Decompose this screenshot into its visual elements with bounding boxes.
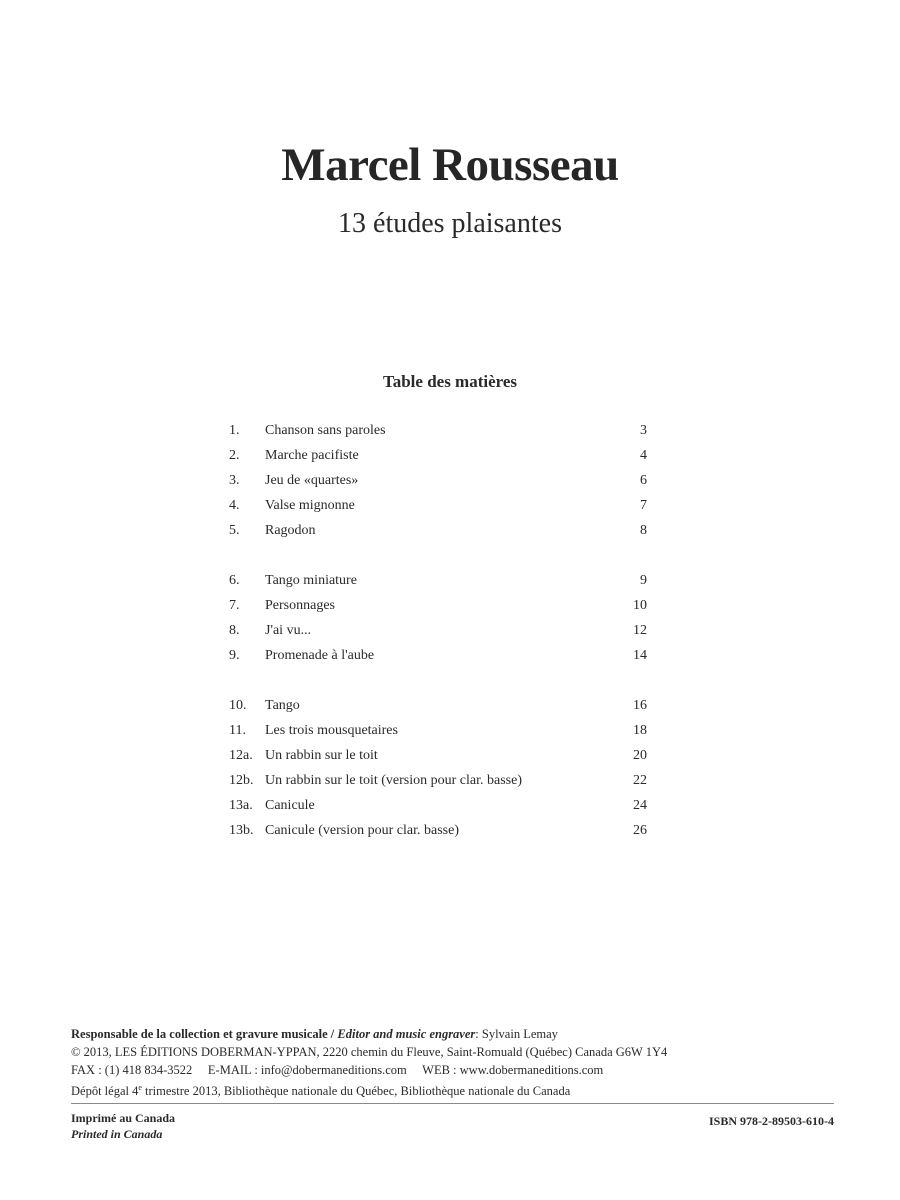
toc-entry-number: 10. (229, 698, 247, 713)
toc-entry-page: 3 (640, 423, 647, 438)
toc-entry-page: 18 (633, 723, 647, 738)
toc-entry-number: 12b. (229, 773, 254, 788)
toc-entry (229, 448, 647, 473)
toc-group-spacer (229, 673, 647, 698)
toc-entry-page: 7 (640, 498, 647, 513)
copyright-line: © 2013, LES ÉDITIONS DOBERMAN-YPPAN, 2220 chemin du Fleuve, Saint-Romuald (Québec) Canada G6W 1Y4 (71, 1045, 668, 1059)
toc-entry-number: 8. (229, 623, 240, 638)
toc-entry-title: Canicule (version pour clar. basse) (265, 823, 459, 838)
toc-entry-number: 7. (229, 598, 240, 613)
contact-line: FAX : (1) 418 834-3522 E-MAIL : info@dobermaneditions.com WEB : www.dobermaneditions.com (71, 1063, 604, 1077)
isbn: ISBN 978-2-89503-610-4 (709, 1114, 834, 1128)
editor-label-en: Editor and music engraver (337, 1027, 476, 1041)
toc-entry-title: Les trois mousquetaires (265, 723, 398, 738)
toc-entry-number: 12a. (229, 748, 253, 763)
work-title: 13 études plaisantes (338, 208, 562, 239)
toc-entry (229, 523, 647, 548)
toc-entry-page: 4 (640, 448, 647, 463)
toc-entry-number: 13b. (229, 823, 254, 838)
toc-entry-title: Ragodon (265, 523, 316, 538)
toc-entry (229, 748, 647, 773)
toc-entry-title: Tango (265, 698, 300, 713)
toc-entry-title: Tango miniature (265, 573, 357, 588)
toc-entry-page: 16 (633, 698, 647, 713)
legal-deposit-prefix: Dépôt légal 4 (71, 1084, 139, 1099)
toc-entry-title: Un rabbin sur le toit (version pour clar. basse) (265, 773, 522, 788)
editor-credit (71, 1025, 851, 1043)
toc-entry-number: 9. (229, 648, 240, 663)
toc-entry (229, 823, 647, 848)
toc-entry-page: 12 (633, 623, 647, 638)
toc-entry-title: Marche pacifiste (265, 448, 359, 463)
credits-block (71, 1025, 851, 1100)
toc-entry-page: 26 (633, 823, 647, 838)
editor-name: : Sylvain Lemay (475, 1027, 558, 1041)
toc-entry (229, 573, 647, 598)
toc-entry-number: 6. (229, 573, 240, 588)
toc-group-spacer (229, 548, 647, 573)
printed-en: Printed in Canada (71, 1127, 163, 1141)
footer-divider (71, 1103, 834, 1104)
toc-entry-title: J'ai vu... (265, 623, 312, 638)
toc-entry-title: Jeu de «quartes» (265, 473, 359, 488)
toc-entry-page: 9 (640, 573, 647, 588)
toc-entry-title: Un rabbin sur le toit (265, 748, 378, 763)
toc-entry-page: 10 (633, 598, 647, 613)
toc-entry (229, 423, 647, 448)
editor-label-fr: Responsable de la collection et gravure musicale / (71, 1027, 335, 1041)
toc-entry (229, 598, 647, 623)
toc-entry (229, 773, 647, 798)
printed-fr: Imprimé au Canada (71, 1111, 176, 1125)
toc-entry (229, 498, 647, 523)
toc-entry-number: 11. (229, 723, 246, 738)
toc-entry-number: 1. (229, 423, 240, 438)
legal-deposit-sup: e (138, 1083, 142, 1092)
legal-deposit-rest: trimestre 2013, Bibliothèque nationale du Québec, Bibliothèque nationale du Canada (141, 1084, 571, 1099)
toc-entry-page: 14 (633, 648, 647, 663)
toc-entry-number: 5. (229, 523, 240, 538)
toc-entry (229, 798, 647, 823)
toc-entry-number: 4. (229, 498, 240, 513)
toc-entry-page: 20 (633, 748, 647, 763)
toc-entry-title: Valse mignonne (265, 498, 355, 513)
toc-heading: Table des matières (382, 372, 518, 391)
toc-entry-page: 22 (633, 773, 647, 788)
toc-entry-number: 13a. (229, 798, 253, 813)
toc-entry (229, 698, 647, 723)
toc-entry-title: Canicule (265, 798, 315, 813)
table-of-contents (229, 423, 647, 848)
toc-entry-number: 2. (229, 448, 240, 463)
toc-entry-title: Personnages (265, 598, 335, 613)
toc-entry-number: 3. (229, 473, 240, 488)
toc-entry-page: 6 (640, 473, 647, 488)
legal-deposit-line (71, 1079, 851, 1100)
composer-name: Marcel Rousseau (281, 139, 619, 191)
toc-entry-page: 24 (633, 798, 647, 813)
toc-entry (229, 473, 647, 498)
toc-entry-page: 8 (640, 523, 647, 538)
printed-in (71, 1110, 175, 1142)
toc-entry-title: Chanson sans paroles (265, 423, 386, 438)
toc-entry (229, 723, 647, 748)
toc-entry (229, 623, 647, 648)
toc-entry-title: Promenade à l'aube (265, 648, 375, 663)
toc-entry (229, 648, 647, 673)
